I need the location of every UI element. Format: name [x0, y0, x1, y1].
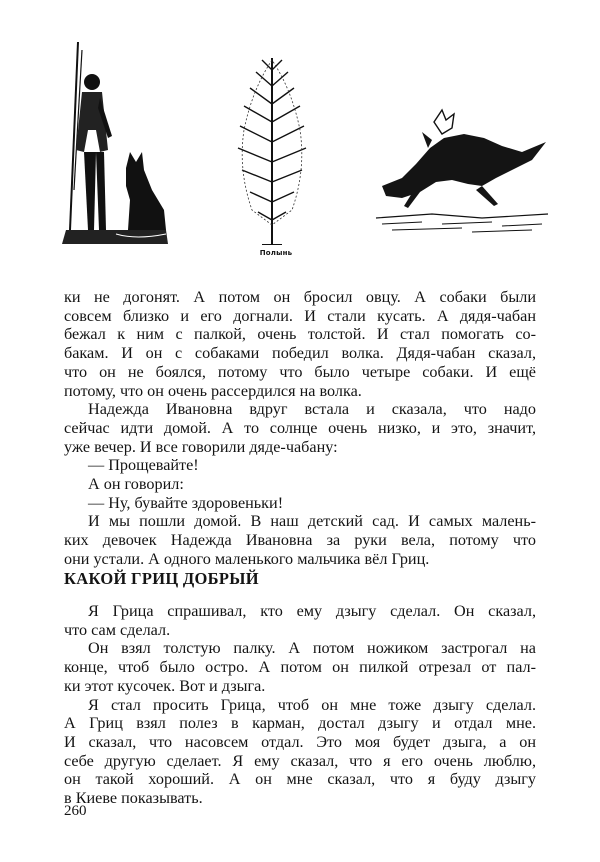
- text-line: Надежда Ивановна вдруг встала и сказала, что надо: [88, 400, 536, 419]
- text-line: А Гриц взял полез в карман, достал дзыгу и отдал мне.: [64, 714, 536, 733]
- running-wolf-illustration: [372, 108, 552, 236]
- chapter-text: [64, 602, 536, 808]
- text-line: в Киеве показывать.: [64, 789, 203, 808]
- text-line: ки не догонят. А потом он бросил овцу. А собаки были: [64, 288, 536, 306]
- wormwood-caption: Полынь: [259, 249, 293, 257]
- text-line: ких девочек Надежда Ивановна за руки вела, потому что: [64, 531, 536, 550]
- dialogue-line: — Ну, бувайте здоровеньки!: [88, 493, 284, 512]
- dialogue-line: — Прощевайте!: [88, 456, 199, 475]
- text-line: бакам. И он с собаками победил волка. Дядя-чабан сказал,: [64, 344, 536, 363]
- text-line: ки этот кусочек. Вот и дзыга.: [64, 676, 266, 695]
- text-line: он такой хороший. А он мне сказал, что я буду дзыгу: [64, 770, 536, 789]
- text-line: И сказал, что насовсем отдал. Это моя будет дзыга, а он: [64, 732, 536, 751]
- text-line: уже вечер. И все говорили дяде-чабану:: [64, 437, 338, 456]
- text-line: себе другую сделает. Я ему сказал, что я его очень люблю,: [64, 751, 536, 770]
- wormwood-plant-illustration: [222, 50, 322, 245]
- text-line: Я стал просить Грица, чтоб он мне тоже дзыгу сделал.: [88, 695, 536, 714]
- text-line: бежал к ним с палкой, очень толстой. И стал помогать со-: [64, 325, 536, 344]
- text-line: совсем близко и его догнали. И стали кусать. А дядя-чабан: [64, 306, 536, 325]
- text-line: А он говорил:: [88, 475, 184, 494]
- text-line: что он не боялся, потому что было четыре собаки. И ещё: [64, 362, 536, 381]
- text-line: Он взял толстую палку. А потом ножиком застрогал на: [88, 639, 536, 658]
- text-line: что сам сделал.: [64, 620, 171, 639]
- story-text-continued: [64, 288, 536, 569]
- shepherd-with-dog-illustration: [56, 40, 176, 250]
- text-line: И мы пошли домой. В наш детский сад. И самых малень-: [88, 512, 536, 531]
- text-line: сейчас идти домой. А то солнце очень низко, и это, значит,: [64, 418, 536, 437]
- text-line: Я Грица спрашивал, кто ему дзыгу сделал. Он сказал,: [88, 602, 536, 620]
- text-line: они устали. А одного маленького мальчика вёл Гриц.: [64, 549, 430, 568]
- chapter-heading: КАКОЙ ГРИЦ ДОБРЫЙ: [64, 569, 259, 588]
- text-line: потому, что он очень рассердился на волка.: [64, 381, 362, 400]
- text-line: конце, чтоб было остро. А потом он пилкой отрезал от пал-: [64, 658, 536, 677]
- illustrations-strip: [0, 0, 600, 280]
- page-number: 260: [64, 803, 87, 819]
